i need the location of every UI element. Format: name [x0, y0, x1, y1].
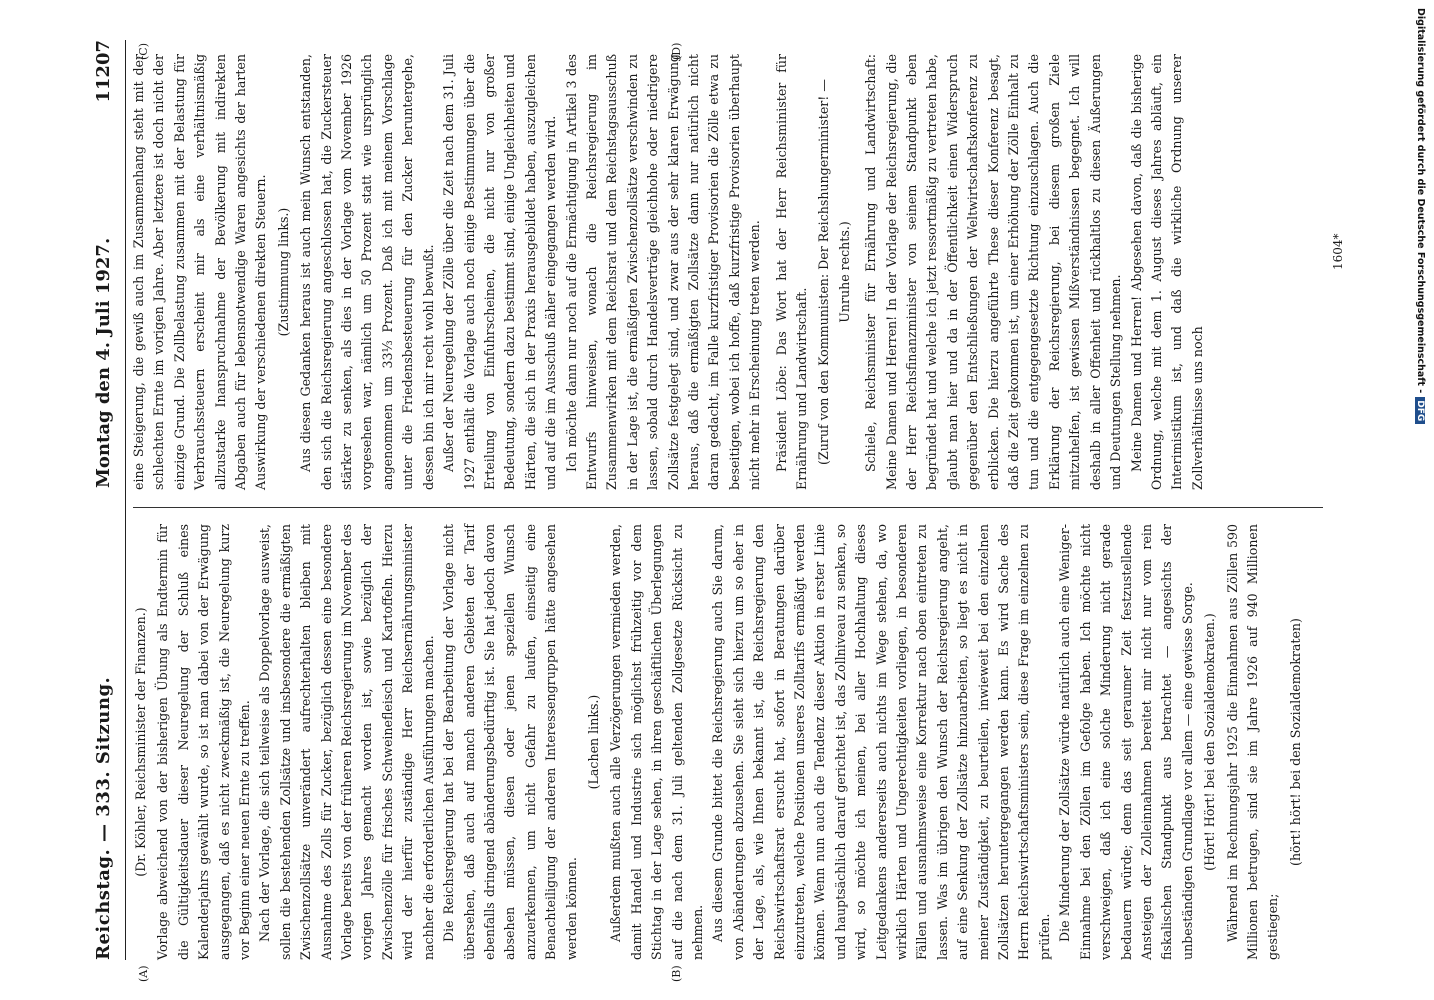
margin-marker-a: (A): [137, 965, 150, 982]
interjection: (hört! hört! bei den Sozialdemokraten): [1287, 618, 1303, 866]
paragraph: Außerdem mußten auch alle Verzögerungen vermieden werden, damit Handel und Industrie sich möglichst frühzeitig vor dem Stichtag in der Lage sehen, in ihren geschäftlichen Überlegungen auf die nach dem 31. Juli geltenden Zollgesetze Rücksicht zu nehmen.: [608, 524, 705, 960]
margin-marker-c: (C): [137, 43, 150, 60]
interjection: (Zuruf von den Kommunisten: Der Reichshungerminister! — Unruhe rechts.): [816, 79, 852, 465]
dfg-logo: DFG: [1415, 397, 1425, 424]
column-divider: [133, 507, 1323, 508]
paragraph: Vorlage abweichend von der bisherigen Übung als Endtermin für die Gültigkeitsdauer dieser Neuregelung der Schluß eines Kalenderjahrs gewählt wurde, so ist man dabei von der Erwägung ausgegangen, daß es nicht zweckmäßig ist, die Neuregelung kurz vor Beginn einer neuen Ernte zu treffen.: [155, 524, 253, 960]
paragraph: Nach der Vorlage, die sich teilweise als Doppelvorlage ausweist, sollen die bestehenden Zollsätze und insbesondere die ermäßigten Zwischenzollsätze unverändert aufrechterhalten bleiben mit Ausnahme des Zolls für Zucker, bezüglich dessen eine besondere Vorlage bereits von der früheren Reichsregierung im November des vorigen Jahres gemacht worden ist, sowie bezüglich der Zwischenzölle für frisches Schweinefleisch und Kartoffeln. Hierzu wird der hierfür zuständige Herr Reichsernährungsminister nachher die erforderlichen Ausführungen machen.: [257, 524, 436, 960]
right-column: [129, 54, 1208, 490]
interjection: (Zustimmung links.): [275, 207, 291, 337]
interjection: (Lachen links.): [585, 694, 601, 790]
paragraph: Schiele, Reichsminister für Ernährung und Landwirtschaft: Meine Damen und Herren! In der Vorlage der Reichsregierung, die der Herr Reichsfinanzminister von seinem Standpunkt eben begründet hat und welche ich jetzt ressortmäßig zu vertreten habe, glaubt man hier und da in der Öffentlichkeit einen Widerspruch gegenüber den Entschließungen der Weltwirtschaftskonferenz zu erblicken. Die hierzu angeführte These dieser Konferenz besagt, daß die Zeit gekommen ist, um einer Erhöhung der Zölle Einhalt zu tun und die entgegengesetzte Richtung einzuschlagen. Auch die Erklärung der Reichsregierung, bei diesem großen Ziele mitzuhelfen, ist gewissen Mißverständnissen begegnet. Ich will deshalb in aller Offenheit und rückhaltlos zu diesen Äußerungen und Deutungen Stellung nehmen.: [863, 54, 1124, 490]
paragraph: Die Minderung der Zollsätze würde natürlich auch eine Weniger-Einnahme bei den Zöllen im Gefolge haben. Ich möchte nicht verschweigen, daß ich eine solche Minderung nicht gerade bedauern würde; denn das seit geraumer Zeit festzustellende Ansteigen der Zolleinnahmen bereitet mir nicht nur vom rein fiskalischen Standpunkt aus betrachtet — angesichts der unbeständigen Grundlage vor allem — eine gewisse Sorge.: [1057, 524, 1195, 960]
paragraph: eine Steigerung, die gewiß auch im Zusammenhang steht mit der schlechten Ernte im vorigen Jahre. Aber letztere ist doch nicht der einzige Grund. Die Zollbelastung zusammen mit der Belastung für Verbrauchssteuern erscheint mir als eine verhältnismäßig allzustarke Inanspruchnahme der Bevölkerung mit indirekten Abgaben auch für lebensnotwendige Waren angesichts der harten Auswirkung der verschiedenen direkten Steuern.: [131, 54, 269, 490]
paragraph: Aus diesen Gedanken heraus ist auch mein Wunsch entstanden, den sich die Reichsregierung angeschlossen hat, die Zuckersteuer stärker zu senken, als dies in der Vorlage vom November 1926 vorgesehen war, nämlich um 50 Prozent statt wie ursprünglich angenommen um 33⅓ Prozent. Daß ich mit meinem Vorschlage unter die Friedensbesteuerung für den Zucker heruntergehe, dessen bin ich mir recht wohl bewußt.: [298, 54, 436, 490]
running-head-left: Reichstag. — 333. Sitzung.: [93, 676, 114, 960]
paragraph: Meine Damen und Herren! Abgesehen davon, daß die bisherige Ordnung, welche mit dem 1. August dieses Jahres abläuft, ein Interimistikum ist, und daß die wirkliche Ordnung unserer Zollverhältnisse uns noch: [1128, 54, 1205, 490]
running-head-date: Montag den 4. Juli 1927.: [93, 237, 114, 488]
paragraph: Ich möchte dann nur noch auf die Ermächtigung in Artikel 3 des Entwurfs hinweisen, wonach die Reichsregierung im Zusammenwirken mit dem Reichsrat und dem Reichstagsausschuß in der Lage ist, die ermäßigten Zwischenzollsätze verschwinden zu lassen, sobald durch Handelsverträge gleichhohe oder niedrigere Zollsätze festgelegt sind, und zwar aus der sehr klaren Erwägung heraus, daß die ermäßigten Zollsätze dann nur natürlich nicht daran gedacht, im Falle kurzfristiger Provisorien die Zölle etwa zu beseitigen, wobei ich hoffe, daß kurzfristige Provisorien überhaupt nicht mehr in Erscheinung treten werden.: [563, 54, 763, 490]
president-announcement: Präsident Löbe: Das Wort hat der Herr Reichsminister für Ernährung und Landwirtschaft.: [773, 54, 809, 490]
paragraph: Außer der Neuregelung der Zölle über die Zeit nach dem 31. Juli 1927 enthält die Vorlage auch noch einige Bestimmungen über die Erteilung von Einfuhrscheinen, die nicht nur von großer Bedeutung, sondern dazu bestimmt sind, einige Ungleichheiten und Härten, die sich in der Praxis herausgebildet haben, auszugleichen und auf die im Ausschuß näher eingegangen werden wird.: [441, 54, 559, 490]
paragraph: Die Reichsregierung hat bei der Bearbeitung der Vorlage nicht übersehen, daß auch auf manch anderen Gebieten der Tarif ebenfalls dringend abänderungsbedürftig ist. Sie hat jedoch davon absehen müssen, diesen oder jenen speziellen Wunsch anzuerkennen, um nicht Gefahr zu laufen, einseitig eine Benachteiligung der anderen Interessengruppen hätte angesehen werden können.: [441, 524, 579, 960]
left-column: [129, 524, 1308, 960]
interjection: (Hört! Hört! bei den Sozialdemokraten.): [1202, 613, 1218, 871]
margin-marker-d: (D): [670, 42, 683, 60]
paragraph: Während im Rechnungsjahr 1925 die Einnahmen aus Zöllen 590 Millionen betrugen, sind sie im Jahre 1926 auf 940 Millionen gestiegen;: [1224, 524, 1281, 960]
digitization-credit: [1412, 8, 1426, 628]
credit-text: Digitalisierung gefördert durch die Deutsche Forschungsgemeinschaft -: [1415, 8, 1426, 394]
speaker-line: (Dr. Köhler, Reichsminister der Finanzen.): [133, 607, 148, 877]
margin-marker-b: (B): [670, 965, 683, 982]
running-head: [85, 40, 126, 960]
page-number: 11207: [93, 40, 114, 103]
rotated-page: [85, 40, 1347, 982]
sheet-signature: 1604*: [1331, 233, 1345, 270]
paragraph: Aus diesem Grunde bittet die Reichsregierung auch Sie darum, von Abänderungen abzusehen. Sie sieht sich hierzu um so eher in der Lage, als, wie Ihnen bekannt ist, die Reichsregierung den Reichswirtschaftsrat ersucht hat, sofort in Beratungen darüber einzutreten, welche Positionen unseres Zolltarifs ermäßigt werden können. Wenn nun auch die Tendenz dieser Aktion in erster Linie und hauptsächlich darauf gerichtet ist, das Zollniveau zu senken, so wird, so möchte ich meinen, bei aller Hochhaltung dieses Leitgedankens andererseits auch nichts im Wege stehen, da, wo wirklich Härten und Ungerechtigkeiten vorliegen, in besonderen Fällen und ausnahmsweise eine Korrektur nach oben eintreten zu lassen. Was im übrigen den Wunsch der Reichsregierung angeht, auf eine Senkung der Zollsätze hinzuarbeiten, so liegt es nicht in meiner Zuständigkeit, zu beurteilen, inwieweit bei den einzelnen Zollsätzen heruntergegangen werden kann. Es wird Sache des Herrn Reichswirtschaftsministers sein, diese Frage im einzelnen zu prüfen.: [710, 523, 1052, 960]
